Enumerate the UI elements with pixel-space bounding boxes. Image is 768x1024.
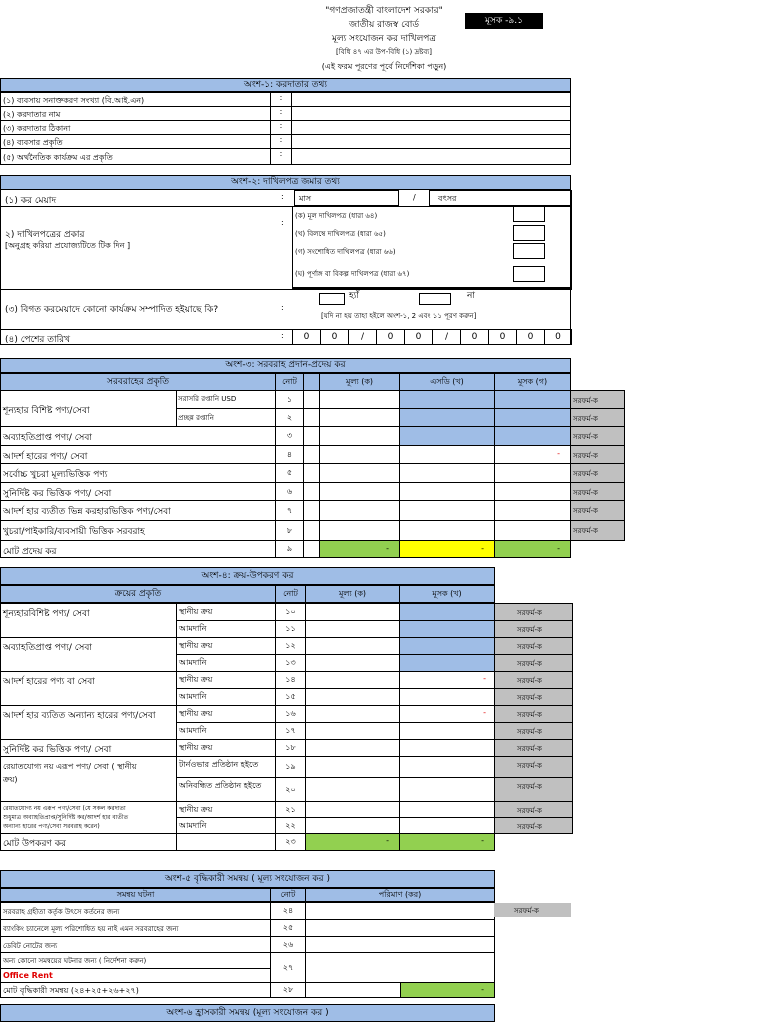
colon: : — [281, 218, 284, 227]
return-type-option: (ঘ) পূর্ণাঙ্গ বা বিকল্প দাখিলপত্র (ধারা ৬৭) — [295, 270, 410, 278]
schedule-link[interactable] — [570, 426, 625, 446]
business-nature-field[interactable] — [291, 134, 571, 149]
schedule-label: সরফর্ম-ক — [514, 907, 539, 915]
schedule-link[interactable] — [494, 688, 573, 706]
part2-title: অংশ-২: দাখিলপত্র জমার তথ্য — [0, 175, 571, 190]
schedule-link[interactable] — [570, 520, 625, 541]
return-type-box — [292, 206, 572, 289]
part6-title: অংশ-৬ হ্রাসকারী সমন্বয় (মূল্য সংযোজন কর ) — [0, 1004, 495, 1022]
activity-note: [যদি না হয় তাহা হইলে অংশ-১, 2 এবং ১১ পূরণ করুন] — [321, 312, 477, 320]
import-label: আমদানি — [179, 726, 207, 735]
vat-cell — [494, 482, 571, 501]
local-purchase-label: স্থানীয় ক্রয় — [179, 607, 213, 616]
schedule-link[interactable] — [570, 390, 625, 409]
part1-table — [0, 92, 571, 165]
note-number: ১ — [286, 395, 293, 404]
note-number: ১৫ — [285, 692, 296, 701]
value-input[interactable] — [319, 390, 400, 409]
part3-table — [0, 373, 625, 559]
supply-row-label: আদর্শ হারের পণ্য/ সেবা — [3, 452, 88, 462]
month-label: মাস — [299, 194, 312, 203]
value-input[interactable] — [305, 688, 400, 706]
import-label: আমদানি — [179, 821, 207, 830]
adjustment-amount[interactable] — [305, 936, 495, 953]
bin-field[interactable] — [291, 92, 571, 107]
unregistered-source-label: অনিবন্ধিত প্রতিষ্ঠান হইতে — [179, 781, 262, 790]
vat-cell — [399, 620, 495, 638]
sd-cell — [399, 426, 495, 446]
full-return-checkbox[interactable] — [513, 266, 545, 282]
schedule-label: সরফর্ম-ক — [517, 643, 542, 651]
schedule-link[interactable] — [494, 756, 573, 778]
schedule-label: সরফর্ম-ক — [573, 507, 598, 515]
note-number: ১৯ — [285, 762, 296, 771]
colon: : — [279, 107, 283, 116]
note-number: ৭ — [286, 506, 293, 515]
activity-question: (৩) বিগত করমেয়াদে কোনো কার্যক্রম সম্পাদিত হইয়াছে কি? — [5, 305, 219, 315]
schedule-label: সরফর্ম-ক — [573, 397, 598, 405]
local-purchase-label: স্থানীয় ক্রয় — [179, 743, 213, 752]
schedule-label: সরফর্ম-ক — [573, 527, 598, 535]
date-digit: 0 — [303, 332, 310, 342]
col-amount: পরিমাণ (কর) — [378, 890, 422, 899]
part2-table — [0, 189, 571, 345]
adjustment-row-label: ব্যাংকিং চ্যানেলে মূল্য পরিশোধিত হয় নাই এমন সরবরাহের জন্য — [3, 925, 179, 933]
supply-row-label: খুচরা/পাইকারি/ব্যবসায়ী ভিত্তিক সরবরাহ — [3, 527, 145, 537]
return-type-option: (ক) মূল দাখিলপত্র (ধারা ৬৪) — [295, 212, 378, 220]
dash: - — [557, 449, 560, 458]
note-number: ১৭ — [285, 726, 296, 735]
vat-cell — [399, 801, 495, 818]
vat-cell — [494, 500, 571, 521]
direct-export-label: সরাসরি রপ্তানি USD — [178, 395, 237, 403]
return-type-hint: [অনুগ্রহ করিয়া প্রযোজ্যটিতে টিক দিন ] — [5, 241, 131, 250]
note-number: ১১ — [285, 624, 296, 633]
adjustment-row-label: সরবরাহ গ্রহীতা কর্তৃক উৎসে কর্তনের জন্য — [3, 908, 120, 916]
col-sd: এসডি (খ) — [430, 377, 464, 386]
submission-date-field[interactable] — [292, 329, 572, 345]
vat-cell — [399, 705, 495, 723]
sd-cell[interactable] — [399, 482, 495, 501]
non-rebatable-label-2: ক্রয়) — [3, 775, 18, 784]
note-number: ৯ — [286, 544, 293, 553]
date-separator: / — [444, 332, 449, 342]
dash: - — [386, 836, 389, 845]
supply-row-label: সর্বোচ্চ খুচরা মূল্যভিত্তিক পণ্য — [3, 470, 108, 480]
value-input[interactable] — [305, 722, 400, 740]
activity-no-label: না — [467, 291, 475, 301]
local-purchase-label: স্থানীয় ক্রয় — [179, 805, 213, 814]
colon: : — [281, 331, 284, 340]
specific-tax-label: সুনির্দিষ্ট কর ভিত্তিক পণ্য/ সেবা — [3, 745, 112, 755]
sd-cell[interactable] — [399, 463, 495, 483]
total-input-tax-label: মোট উপকরণ কর — [3, 839, 66, 849]
schedule-label: সরফর্ম-ক — [517, 783, 542, 791]
note-number: ১৩ — [285, 658, 296, 667]
dash: - — [481, 985, 484, 994]
vat-cell — [399, 777, 495, 802]
note-number: ১৬ — [285, 709, 296, 718]
local-purchase-label: স্থানীয় ক্রয় — [179, 641, 213, 650]
part4-table — [0, 585, 575, 860]
note-number: ২৭ — [282, 963, 294, 972]
part1-title: অংশ-১: করদাতার তথ্য — [0, 78, 571, 92]
form-header — [0, 0, 768, 75]
original-return-checkbox[interactable] — [513, 206, 545, 222]
col-value: মূল্য (ক) — [338, 589, 367, 598]
late-return-checkbox[interactable] — [513, 225, 545, 241]
note-number: ২২ — [285, 821, 296, 830]
schedule-label: সরফর্ম-ক — [517, 823, 542, 831]
year-label: বৎসর — [438, 194, 457, 203]
dash: - — [386, 544, 389, 553]
value-input[interactable] — [319, 520, 400, 541]
dash: - — [481, 544, 484, 553]
schedule-label: সরফর্ম-ক — [517, 807, 542, 815]
note-number: ৮ — [286, 526, 293, 535]
value-input[interactable] — [305, 671, 400, 689]
turnover-source-label: টার্নওভার প্রতিষ্ঠান হইতে — [179, 760, 259, 769]
import-label: আমদানি — [179, 692, 207, 701]
schedule-label: সরফর্ম-ক — [517, 745, 542, 753]
tax-period-year-field[interactable] — [429, 190, 572, 206]
local-purchase-label: স্থানীয় ক্রয় — [179, 675, 213, 684]
value-input[interactable] — [319, 445, 400, 464]
import-label: আমদানি — [179, 658, 207, 667]
note-number: ১৮ — [285, 743, 296, 752]
activity-yes-checkbox[interactable] — [319, 293, 345, 305]
purchase-group-label: শূন্যহারবিশিষ্ট পণ্য/ সেবা — [3, 609, 90, 619]
part4-title: অংশ-৪: ক্রয়-উপকরণ কর — [0, 567, 495, 585]
vat-cell — [494, 520, 571, 541]
vat-cell — [399, 603, 495, 621]
schedule-link[interactable] — [494, 817, 573, 834]
tax-period-label: (১) কর মেয়াদ — [5, 196, 57, 206]
purchase-group-label: আদর্শ হারের পণ্য বা সেবা — [3, 677, 95, 687]
schedule-link[interactable] — [494, 739, 573, 757]
total-vat-cell — [494, 540, 571, 558]
note-number: ৬ — [286, 487, 293, 496]
tax-period-month-field[interactable] — [294, 190, 399, 206]
sd-cell — [399, 408, 495, 427]
sd-cell — [399, 390, 495, 409]
colon: : — [279, 149, 283, 158]
note-number: ২ — [286, 413, 293, 422]
part3-title: অংশ-৩: সরবরাহ প্রদান-প্রদেয় কর — [0, 358, 571, 373]
schedule-link[interactable] — [494, 654, 573, 672]
vat-cell — [399, 637, 495, 655]
supply-row-label: আদর্শ হার ব্যতীত ভিন্ন করহারভিত্তিক পণ্য/সেবা — [3, 507, 171, 517]
value-input[interactable] — [305, 620, 400, 638]
schedule-link[interactable] — [494, 722, 573, 740]
other-non-rebatable-label-3: অন্যান্য হারের পণ্য/সেবা সরবরাহ করেন) — [3, 823, 100, 830]
colon: : — [281, 303, 284, 312]
value-input[interactable] — [319, 426, 400, 446]
value-input[interactable] — [305, 739, 400, 757]
note-number: ২৮ — [282, 985, 294, 994]
total-value-cell — [305, 833, 400, 851]
vat-cell — [399, 722, 495, 740]
local-purchase-label: স্থানীয় ক্রয় — [179, 709, 213, 718]
non-rebatable-label: রেয়াতযোগ্য নয় এরূপ পণ্য/ সেবা ( স্থানীয় — [3, 762, 137, 771]
value-input[interactable] — [319, 408, 400, 427]
schedule-link[interactable] — [570, 500, 625, 521]
note-number: ২০ — [285, 785, 296, 794]
import-label: আমদানি — [179, 624, 207, 633]
vat-cell — [399, 739, 495, 757]
note-number: ১২ — [285, 641, 296, 650]
other-non-rebatable-label-2: শুধুমাত্র অব্যাহতিপ্রাপ্ত/সুনির্দিষ্ট কর/আদর্শ হার ব্যতীত — [3, 814, 129, 821]
vat-cell — [494, 445, 571, 464]
schedule-link[interactable] — [570, 482, 625, 501]
col-note: নোট — [282, 377, 297, 386]
col-note: নোট — [283, 589, 298, 598]
part1-row-label: (২) করদাতার নাম — [3, 110, 61, 119]
col-value: মূল্য (ক) — [345, 377, 374, 386]
schedule-link[interactable] — [494, 637, 573, 655]
schedule-link[interactable] — [494, 705, 573, 723]
note-number: ৪ — [286, 450, 293, 459]
taxpayer-name-field[interactable] — [291, 106, 571, 121]
office-rent-entry: Office Rent — [3, 971, 53, 980]
period-slash: / — [413, 193, 416, 202]
schedule-label: সরফর্ম-ক — [517, 711, 542, 719]
schedule-link[interactable] — [494, 903, 571, 917]
date-digit: 0 — [555, 332, 561, 342]
vat-cell — [399, 756, 495, 778]
col-purchase-nature: ক্রয়ের প্রকৃতি — [114, 589, 162, 599]
value-input[interactable] — [319, 500, 400, 521]
colon: : — [279, 121, 283, 130]
part5-table — [0, 888, 575, 998]
taxpayer-address-field[interactable] — [291, 120, 571, 135]
value-input[interactable] — [305, 654, 400, 672]
schedule-link[interactable] — [570, 445, 625, 464]
schedule-label: সরফর্ম-ক — [517, 728, 542, 736]
schedule-label: সরফর্ম-ক — [573, 489, 598, 497]
note-number: ২৬ — [282, 940, 294, 949]
value-input[interactable] — [305, 637, 400, 655]
dash: - — [557, 544, 560, 553]
part5-title: অংশ-৫ বৃদ্ধিকারী সমন্বয় ( মূল্য সংযোজন কর ) — [0, 870, 495, 888]
schedule-label: সরফর্ম-ক — [517, 694, 542, 702]
return-type-option: (খ) বিলম্বে দাখিলপত্র (ধারা ৬৫) — [295, 230, 386, 238]
schedule-label: সরফর্ম-ক — [517, 660, 542, 668]
date-digit: 0 — [471, 332, 478, 342]
vat-cell — [399, 817, 495, 834]
total-sd-cell — [399, 540, 495, 558]
note-number: ৫ — [286, 468, 293, 477]
date-digit: 0 — [387, 332, 394, 342]
part1-row-label: (৪) ব্যবসার প্রকৃতি — [3, 138, 63, 147]
schedule-link[interactable] — [570, 463, 625, 483]
vat-cell — [399, 688, 495, 706]
col-supply-nature: সরবরাহের প্রকৃতি — [107, 377, 169, 387]
value-input[interactable] — [305, 817, 400, 834]
adjustment-row-label: ডেবিট নোটের জন্য — [3, 942, 58, 950]
date-digit: 0 — [415, 332, 422, 342]
vat-cell — [399, 671, 495, 689]
dash: - — [483, 708, 486, 717]
schedule-label: সরফর্ম-ক — [573, 452, 598, 460]
supply-row-label: অব্যাহতিপ্রাপ্ত পণ্য/ সেবা — [3, 433, 92, 443]
adjustment-amount[interactable] — [305, 919, 495, 937]
vat-cell — [399, 654, 495, 672]
activity-yes-label: হ্যাঁ — [349, 291, 359, 301]
schedule-link[interactable] — [494, 620, 573, 638]
date-digit: 0 — [331, 332, 338, 342]
header-line-4: [বিধি ৪৭ এর উপ-বিধি (১) দ্রষ্টব্য] — [335, 48, 432, 56]
sd-cell[interactable] — [399, 520, 495, 541]
dash: - — [481, 836, 484, 845]
submission-date-label: (৪) পেশের তারিখ — [5, 335, 71, 345]
activity-no-checkbox[interactable] — [419, 293, 451, 305]
vat-cell — [494, 426, 571, 446]
note-number: ২৫ — [282, 923, 294, 932]
value-input[interactable] — [319, 482, 400, 501]
other-adjustment-amount[interactable] — [305, 952, 495, 983]
date-digit: 0 — [499, 332, 506, 342]
total-value-cell — [319, 540, 400, 558]
schedule-link[interactable] — [494, 603, 573, 621]
purchase-group-label: অব্যাহতিপ্রাপ্ত পণ্য/ সেবা — [3, 643, 92, 653]
total-payable-tax-label: মোট প্রদেয় কর — [3, 547, 57, 557]
schedule-label: সরফর্ম-ক — [573, 433, 598, 441]
date-digit: 0 — [527, 332, 534, 342]
col-note: নোট — [280, 890, 296, 899]
note-number: ২৪ — [282, 906, 294, 915]
value-input[interactable] — [305, 777, 400, 802]
sd-cell[interactable] — [399, 500, 495, 521]
sd-cell[interactable] — [399, 445, 495, 464]
return-type-option: (গ) সংশোধিত দাখিলপত্র (ধারা ৬৬) — [295, 248, 396, 256]
amended-return-checkbox[interactable] — [513, 243, 545, 259]
note-number: ২১ — [285, 805, 296, 814]
total-vat-cell — [399, 833, 495, 851]
note-number: ৩ — [286, 431, 293, 440]
note-number: ১৪ — [285, 675, 296, 684]
header-line-2: জাতীয় রাজস্ব বোর্ড — [349, 20, 419, 30]
value-input[interactable] — [305, 603, 400, 621]
return-type-label: ২) দাখিলপত্রের প্রকার — [5, 230, 85, 240]
value-input[interactable] — [305, 801, 400, 818]
dash: - — [483, 674, 486, 683]
deemed-export-label: প্রচ্ছন্ন রপ্তানি — [178, 414, 214, 422]
economic-activity-field[interactable] — [291, 148, 571, 165]
other-non-rebatable-label: রেয়াতযোগ্য নয় এরূপ পণ্য/সেবা (যে সকল করদাতা — [3, 805, 126, 812]
part1-row-label: (১) ব্যবসায় সনাক্তকরণ সংখ্যা (বি.আই.এন) — [3, 96, 145, 105]
schedule-label: সরফর্ম-ক — [517, 677, 542, 685]
zero-rated-label: শূন্যহার বিশিষ্ট পণ্য/সেবা — [3, 406, 90, 416]
col-adjustment-event: সমন্বয় ঘটনা — [116, 890, 155, 899]
supply-row-label: সুনির্দিষ্ট কর ভিত্তিক পণ্য/ সেবা — [3, 489, 112, 499]
schedule-link[interactable] — [494, 801, 573, 818]
vat-cell — [494, 463, 571, 483]
schedule-link[interactable] — [494, 777, 573, 802]
other-adjustment-label: অন্য কোনো সমন্বয়ের ঘটনার জন্য ( নির্দেশনা করুন) — [3, 957, 147, 965]
schedule-label: সরফর্ম-ক — [573, 415, 598, 423]
schedule-label: সরফর্ম-ক — [517, 626, 542, 634]
col-vat: মূসক (গ) — [517, 377, 548, 386]
vat-cell — [494, 390, 571, 409]
colon: : — [279, 93, 283, 102]
note-number: ১০ — [285, 607, 296, 616]
schedule-label: সরফর্ম-ক — [573, 470, 598, 478]
schedule-label: সরফর্ম-ক — [517, 609, 542, 617]
purchase-group-label: আদর্শ হার ব্যতিত অন্যান্য হারের পণ্য/সেবা — [3, 711, 156, 721]
note-number: ২৩ — [285, 837, 296, 846]
schedule-link[interactable] — [570, 408, 625, 427]
col-vat: মূসক (খ) — [432, 589, 462, 598]
colon: : — [281, 192, 284, 201]
value-input[interactable] — [305, 705, 400, 723]
adjustment-amount[interactable] — [305, 902, 495, 920]
form-badge: মূসক -৯.১ — [465, 13, 543, 29]
part1-row-label: (৫) অর্থনৈতিক কার্যক্রম এর প্রকৃতি — [3, 153, 113, 162]
date-separator: / — [360, 332, 365, 342]
value-input[interactable] — [319, 463, 400, 483]
value-input[interactable] — [305, 756, 400, 778]
schedule-link[interactable] — [494, 671, 573, 689]
total-increasing-adjustment-amount — [400, 982, 495, 998]
vat-cell — [494, 408, 571, 427]
header-line-1: "গণপ্রজাতন্ত্রী বাংলাদেশ সরকার" — [325, 6, 443, 16]
colon: : — [279, 135, 283, 144]
part1-row-label: (৩) করদাতার ঠিকানা — [3, 124, 71, 133]
header-line-3: মূল্য সংযোজন কর দাখিলপত্র — [331, 34, 437, 44]
total-increasing-adjustment-label: মোট বৃদ্ধিকারী সমন্বয় (২৪+২৫+২৬+২৭) — [3, 986, 139, 995]
schedule-label: সরফর্ম-ক — [517, 762, 542, 770]
header-line-5: (এই ফরম পূরণের পূর্বে নির্দেশিকা পড়ুন) — [321, 62, 447, 71]
